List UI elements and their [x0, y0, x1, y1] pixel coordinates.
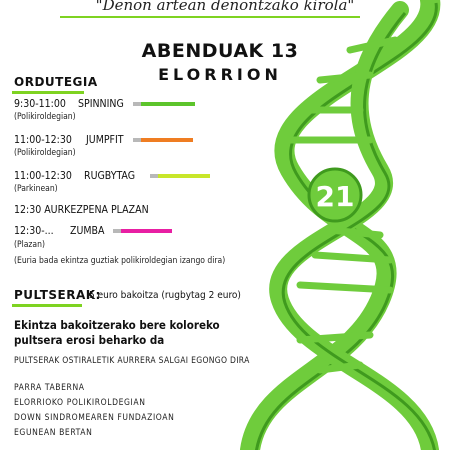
schedule-item-activity: RUGBYTAG	[84, 170, 136, 182]
color-bar-stub	[133, 138, 141, 142]
schedule-item-time: 11:00-12:30	[14, 134, 72, 146]
wristbands-title: PULTSERAK:	[14, 288, 101, 302]
wristbands-sale-note: PULTSERAK OSTIRALETIK AURRERA SALGAI EGONGO DIRA	[14, 356, 250, 366]
jumpfit-color-bar	[141, 138, 193, 142]
chromosome-21-label: 21	[315, 180, 355, 213]
color-bar-stub	[133, 102, 141, 106]
zumba-color-bar	[121, 229, 172, 233]
color-bar-stub	[150, 174, 158, 178]
schedule-title: ORDUTEGIA	[14, 75, 98, 89]
venue-item: EGUNEAN BERTAN	[14, 428, 93, 438]
schedule-item-location: (Polikiroldegian)	[14, 148, 76, 158]
venue-item: PARRA TABERNA	[14, 383, 85, 393]
chromosome-21-badge	[309, 169, 361, 221]
zumba-time: 12:30-...	[14, 225, 54, 237]
schedule-item-location: (Polikiroldegian)	[14, 112, 76, 122]
color-bar-stub	[113, 229, 121, 233]
wristbands-price: 5 euro bakoitza (rugbytag 2 euro)	[89, 290, 241, 301]
schedule-item-location: (Parkinean)	[14, 184, 58, 194]
presentation-line: 12:30 AURKEZPENA PLAZAN	[14, 204, 149, 216]
schedule-item-activity: SPINNING	[78, 98, 124, 110]
zumba-location: (Plazan)	[14, 240, 45, 250]
slogan-underline	[60, 16, 360, 18]
venue-item: ELORRIOKO POLIKIROLDEGIAN	[14, 398, 146, 408]
schedule-title-underline	[12, 91, 84, 94]
schedule-item-time: 11:00-12:30	[14, 170, 72, 182]
wristbands-line2: pultsera erosi beharko da	[14, 333, 165, 347]
event-date: ABENDUAK 13	[141, 40, 299, 62]
schedule-item-activity: JUMPFIT	[86, 134, 124, 146]
wristbands-title-underline	[12, 304, 82, 307]
spinning-color-bar	[141, 102, 195, 106]
venue-item: DOWN SINDROMEAREN FUNDAZIOAN	[14, 413, 175, 423]
zumba-activity: ZUMBA	[70, 225, 105, 237]
wristbands-line1: Ekintza bakoitzerako bere koloreko	[14, 318, 220, 332]
slogan: "Denon artean denontzako kirola"	[95, 0, 355, 14]
rugbytag-color-bar	[158, 174, 210, 178]
event-place: ELORRION	[158, 65, 282, 84]
rain-note: (Euria bada ekintza guztiak polikiroldegian izango dira)	[14, 256, 226, 266]
schedule-item-time: 9:30-11:00	[14, 98, 66, 110]
